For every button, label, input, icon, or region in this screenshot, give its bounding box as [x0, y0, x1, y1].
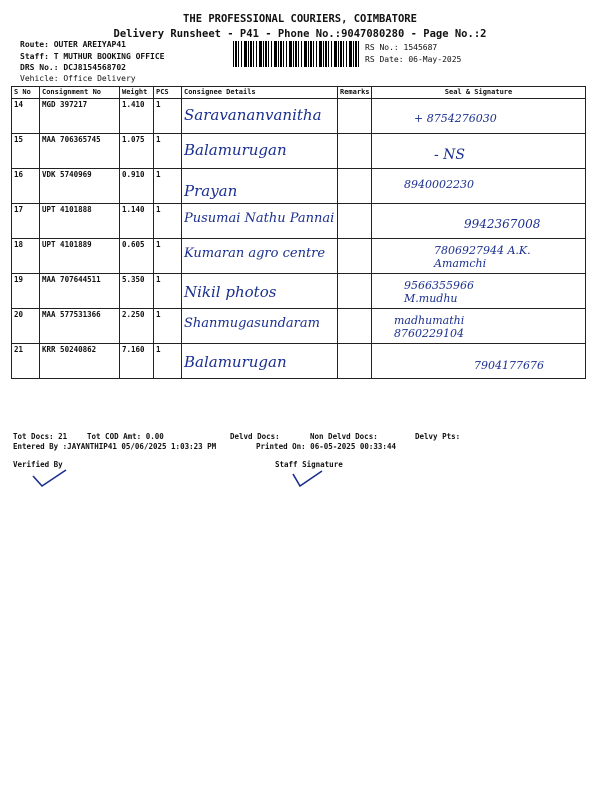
consignee-handwriting: Pusumai Nathu Pannai — [184, 211, 335, 226]
cell-pcs: 1 — [154, 274, 182, 309]
cell-consignee — [182, 344, 338, 379]
cell-sno: 18 — [12, 239, 40, 274]
cell-remarks — [338, 344, 372, 379]
consignee-handwriting: Kumaran agro centre — [184, 246, 326, 261]
cell-signature — [372, 169, 586, 204]
cell-sno: 15 — [12, 134, 40, 169]
runsheet-subtitle: Delivery Runsheet - P41 - Phone No.:9047080280 - Page No.:2 — [113, 28, 487, 40]
cell-remarks — [338, 134, 372, 169]
cell-consignment: UPT 4101888 — [40, 204, 120, 239]
drs-line: DRS No.: DCJ8154568702 — [20, 63, 126, 72]
cell-sno: 17 — [12, 204, 40, 239]
cell-consignment: MAA 577531366 — [40, 309, 120, 344]
cell-sno: 14 — [12, 99, 40, 134]
table-row — [12, 344, 586, 379]
cell-signature — [372, 239, 586, 274]
cell-weight: 0.605 — [120, 239, 154, 274]
cell-weight: 1.075 — [120, 134, 154, 169]
delivered-docs: Delvd Docs: — [230, 432, 280, 441]
cell-consignment: MAA 707644511 — [40, 274, 120, 309]
cell-consignment: KRR 50240862 — [40, 344, 120, 379]
cell-weight: 2.250 — [120, 309, 154, 344]
delivery-points: Delvy Pts: — [415, 432, 461, 441]
consignee-handwriting: Shanmugasundaram — [184, 316, 320, 331]
verified-by-label: Verified By — [13, 460, 63, 469]
cell-remarks — [338, 169, 372, 204]
signature-handwriting: 7904177676 — [474, 359, 544, 372]
total-cod-amount: Tot COD Amt: 0.00 — [87, 432, 164, 441]
consignee-handwriting: Nikil photos — [184, 283, 277, 301]
table-header-row — [12, 87, 586, 99]
cell-consignee — [182, 239, 338, 274]
cell-pcs: 1 — [154, 204, 182, 239]
cell-pcs: 1 — [154, 169, 182, 204]
signature-handwriting: 9942367008 — [464, 217, 541, 231]
cell-remarks — [338, 239, 372, 274]
cell-sno: 21 — [12, 344, 40, 379]
cell-consignee — [182, 204, 338, 239]
cell-signature — [372, 274, 586, 309]
cell-signature — [372, 344, 586, 379]
cell-consignment: UPT 4101889 — [40, 239, 120, 274]
col-sno: S No — [12, 87, 40, 99]
printed-on: Printed On: 06-05-2025 00:33:44 — [256, 442, 396, 451]
cell-pcs: 1 — [154, 134, 182, 169]
cell-consignee — [182, 134, 338, 169]
cell-consignee — [182, 274, 338, 309]
cell-weight: 1.410 — [120, 99, 154, 134]
staff-signature-label: Staff Signature — [275, 460, 343, 469]
route-line: Route: OUTER AREIYAP41 — [20, 40, 126, 49]
table-row — [12, 239, 586, 274]
cell-consignment: MAA 706365745 — [40, 134, 120, 169]
cell-consignee — [182, 309, 338, 344]
signature-handwriting: 7806927944 A.K. Amamchi — [434, 244, 531, 270]
staff-check-mark — [290, 468, 326, 490]
total-docs: Tot Docs: 21 — [13, 432, 68, 441]
cell-weight: 7.160 — [120, 344, 154, 379]
rs-date: RS Date: 06-May-2025 — [365, 55, 462, 64]
col-pcs: PCS — [154, 87, 182, 99]
cell-consignee — [182, 169, 338, 204]
entered-by: Entered By :JAYANTHIP41 05/06/2025 1:03:23 PM — [13, 442, 217, 451]
runsheet-table — [11, 86, 586, 379]
table-row — [12, 309, 586, 344]
signature-handwriting: madhumathi 8760229104 — [394, 314, 465, 340]
staff-line: Staff: T MUTHUR BOOKING OFFICE — [20, 52, 165, 61]
cell-sno: 20 — [12, 309, 40, 344]
cell-pcs: 1 — [154, 344, 182, 379]
table-row — [12, 134, 586, 169]
cell-pcs: 1 — [154, 99, 182, 134]
rs-number: RS No.: 1545687 — [365, 43, 438, 52]
signature-handwriting: 9566355966 M.mudhu — [404, 279, 474, 305]
consignee-handwriting: Balamurugan — [184, 353, 287, 371]
cell-signature — [372, 134, 586, 169]
table-row — [12, 169, 586, 204]
cell-weight: 1.140 — [120, 204, 154, 239]
non-delivered-docs: Non Delvd Docs: — [310, 432, 378, 441]
cell-sno: 16 — [12, 169, 40, 204]
cell-signature — [372, 204, 586, 239]
consignee-handwriting: Balamurugan — [184, 141, 287, 159]
cell-consignee — [182, 99, 338, 134]
consignee-handwriting: Saravananvanitha — [184, 106, 322, 124]
verified-check-mark — [30, 468, 70, 490]
table-row — [12, 274, 586, 309]
vehicle-line: Vehicle: Office Delivery — [20, 74, 136, 83]
company-title: THE PROFESSIONAL COURIERS, COIMBATORE — [183, 13, 417, 25]
signature-handwriting: 8940002230 — [404, 178, 474, 191]
cell-remarks — [338, 274, 372, 309]
col-consignment: Consignment No — [40, 87, 120, 99]
cell-sno: 19 — [12, 274, 40, 309]
cell-pcs: 1 — [154, 239, 182, 274]
cell-pcs: 1 — [154, 309, 182, 344]
barcode — [233, 41, 359, 67]
cell-signature — [372, 99, 586, 134]
col-weight: Weight — [120, 87, 154, 99]
cell-remarks — [338, 309, 372, 344]
cell-remarks — [338, 204, 372, 239]
cell-remarks — [338, 99, 372, 134]
signature-handwriting: + 8754276030 — [414, 112, 497, 125]
table-row — [12, 204, 586, 239]
consignee-handwriting: Prayan — [184, 182, 238, 200]
table-row — [12, 99, 586, 134]
col-seal-signature: Seal & Signature — [372, 87, 586, 99]
cell-weight: 5.350 — [120, 274, 154, 309]
col-remarks: Remarks — [338, 87, 372, 99]
cell-weight: 0.910 — [120, 169, 154, 204]
col-consignee: Consignee Details — [182, 87, 338, 99]
cell-consignment: VDK 5740969 — [40, 169, 120, 204]
cell-signature — [372, 309, 586, 344]
cell-consignment: MGD 397217 — [40, 99, 120, 134]
signature-handwriting: - NS — [434, 147, 466, 163]
